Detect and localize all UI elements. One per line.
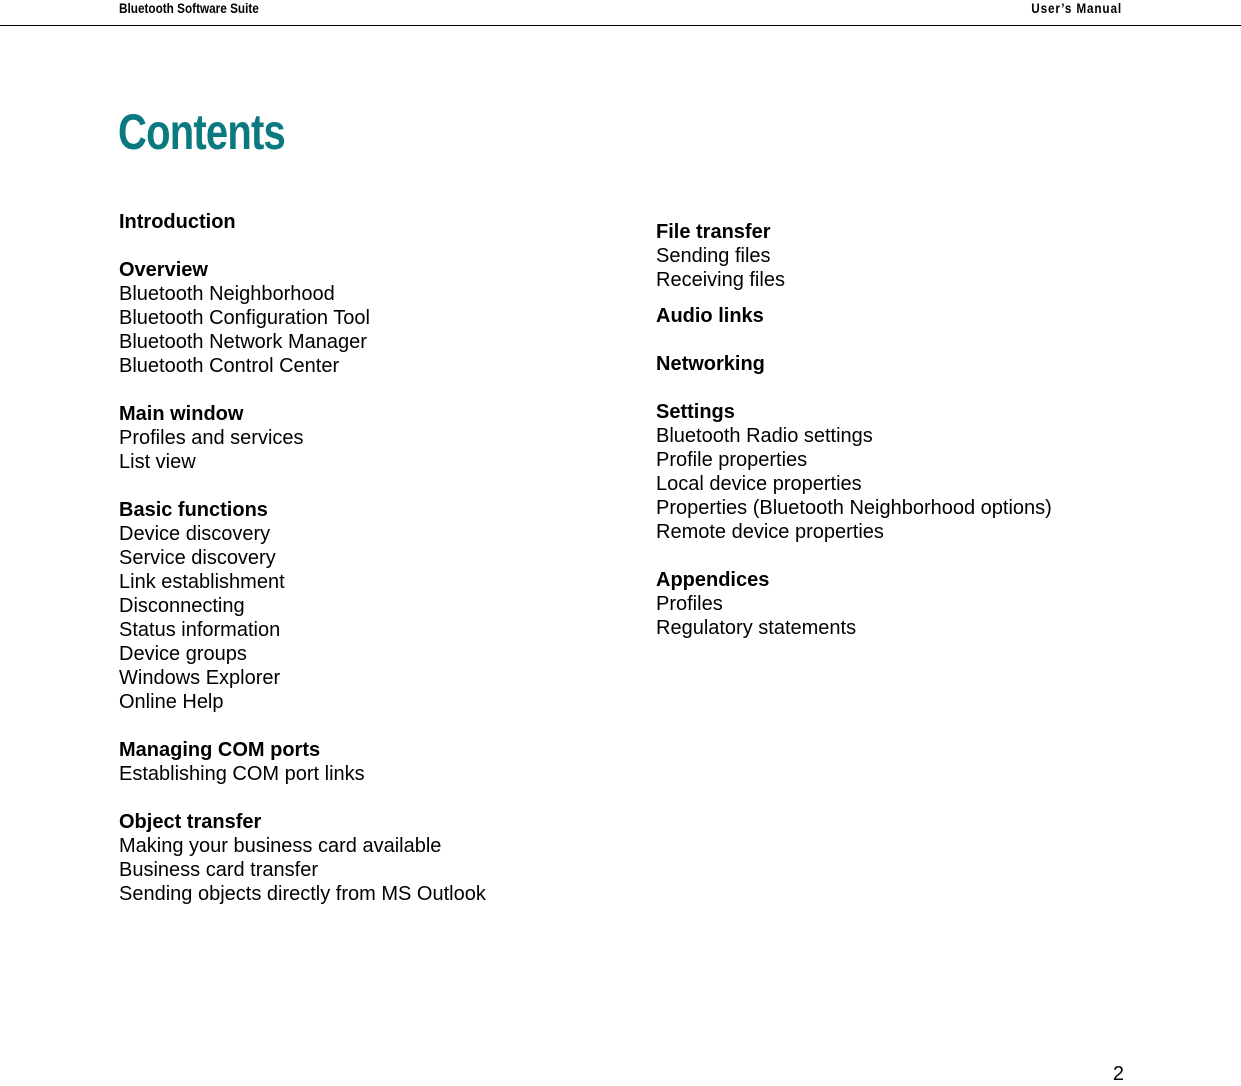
toc-item[interactable]: Remote device properties	[656, 521, 884, 543]
toc-item[interactable]: Device groups	[119, 643, 247, 665]
toc-item[interactable]: Business card transfer	[119, 859, 318, 881]
toc-heading-introduction[interactable]: Introduction	[119, 211, 236, 233]
toc-item[interactable]: Sending objects directly from MS Outlook	[119, 883, 486, 905]
toc-item[interactable]: Bluetooth Configuration Tool	[119, 307, 370, 329]
toc-heading-basic-functions[interactable]: Basic functions	[119, 499, 268, 521]
toc-item[interactable]: Bluetooth Neighborhood	[119, 283, 335, 305]
toc-section-settings	[656, 400, 1156, 544]
toc-item[interactable]: Device discovery	[119, 523, 271, 545]
page-title: Contents	[118, 104, 285, 160]
toc-heading-networking[interactable]: Networking	[656, 353, 765, 375]
toc-item[interactable]: Service discovery	[119, 547, 276, 569]
toc-item[interactable]: List view	[119, 451, 196, 473]
toc-heading-object-transfer[interactable]: Object transfer	[119, 811, 262, 833]
toc-item[interactable]: Properties (Bluetooth Neighborhood options)	[656, 497, 1052, 519]
toc-item[interactable]: Sending files	[656, 245, 771, 267]
toc-item[interactable]: Bluetooth Control Center	[119, 355, 340, 377]
toc-item[interactable]: Profiles	[656, 593, 723, 615]
toc-item[interactable]: Link establishment	[119, 571, 285, 593]
toc-right-column	[656, 220, 1156, 640]
toc-item[interactable]: Status information	[119, 619, 281, 641]
running-header-title: Bluetooth Software Suite	[119, 0, 259, 16]
toc-section-overview	[119, 258, 619, 378]
toc-section-main-window	[119, 402, 619, 474]
toc-item[interactable]: Profile properties	[656, 449, 808, 471]
toc-heading-audio-links[interactable]: Audio links	[656, 305, 764, 327]
toc-heading-overview[interactable]: Overview	[119, 259, 208, 281]
toc-item[interactable]: Profiles and services	[119, 427, 304, 449]
toc-item[interactable]: Establishing COM port links	[119, 763, 365, 785]
toc-item[interactable]: Disconnecting	[119, 595, 245, 617]
toc-item[interactable]: Bluetooth Radio settings	[656, 425, 873, 447]
page-number: 2	[1112, 1063, 1124, 1085]
toc-item[interactable]: Online Help	[119, 691, 224, 713]
toc-item[interactable]: Receiving files	[656, 269, 785, 291]
header-divider	[0, 25, 1241, 26]
toc-section-basic-functions	[119, 498, 619, 714]
running-header-manual: User’s Manual	[1031, 0, 1122, 16]
toc-item[interactable]: Bluetooth Network Manager	[119, 331, 367, 353]
toc-item[interactable]: Local device properties	[656, 473, 862, 495]
toc-heading-settings[interactable]: Settings	[656, 401, 735, 423]
toc-section-audio-links	[656, 304, 1156, 328]
toc-heading-com-ports[interactable]: Managing COM ports	[119, 739, 321, 761]
toc-heading-file-transfer[interactable]: File transfer	[656, 221, 771, 243]
toc-item[interactable]: Windows Explorer	[119, 667, 281, 689]
toc-heading-appendices[interactable]: Appendices	[656, 569, 770, 591]
toc-section-appendices	[656, 568, 1156, 640]
toc-section-file-transfer	[656, 220, 1156, 292]
toc-heading-main-window[interactable]: Main window	[119, 403, 244, 425]
toc-section-com-ports	[119, 738, 619, 786]
toc-section-networking	[656, 352, 1156, 376]
toc-item[interactable]: Regulatory statements	[656, 617, 857, 639]
toc-section-introduction	[119, 210, 619, 234]
toc-left-column	[119, 210, 619, 906]
toc-section-object-transfer	[119, 810, 619, 906]
toc-item[interactable]: Making your business card available	[119, 835, 442, 857]
